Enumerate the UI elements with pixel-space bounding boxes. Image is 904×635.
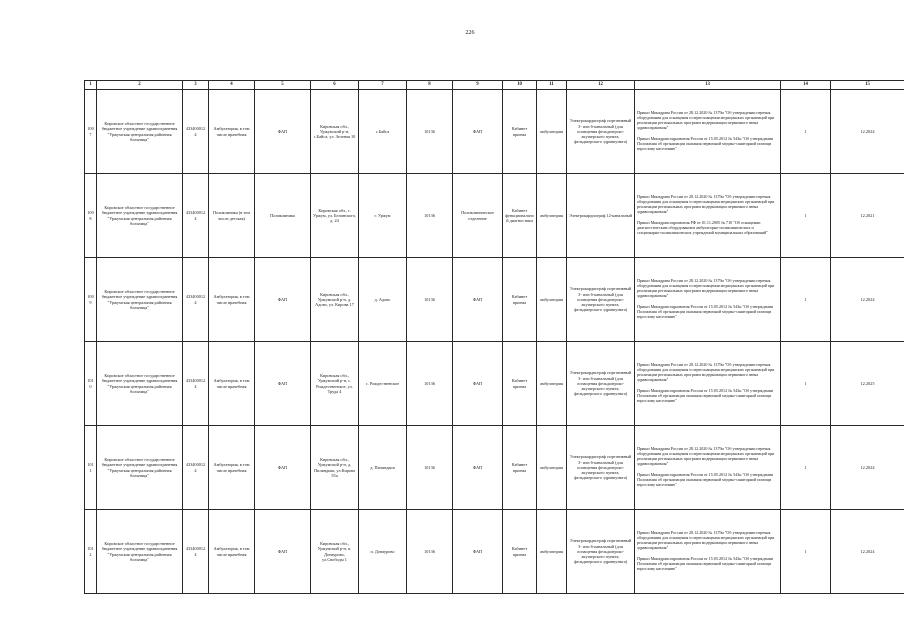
legal-basis-text: Приказ Минздравсоцразвития России от 15.05.2012 № 543н "Об утверждении Положения об организации оказания первичной медико-санитарной помощи взрослому населению"	[637, 135, 774, 151]
quantity-cell: 1	[781, 258, 831, 342]
row-number-cell: 1009	[85, 258, 97, 342]
header-cell: 11	[537, 81, 567, 90]
inn-cell: 4334000124	[183, 342, 209, 426]
facility-type-cell: Поликлиника (в том числе детская)	[209, 174, 255, 258]
inn-cell: 4334000124	[183, 174, 209, 258]
quantity-cell: 1	[781, 90, 831, 174]
settlement-cell: д. Адово	[359, 258, 407, 342]
equipment-cell: Электрокардиограф портативный 3- или 6-канальный (для оснащения фельдшерско-акушерского пункта, фельдшерского здравпункта)	[567, 258, 635, 342]
department-cell: ФАП	[453, 510, 503, 594]
row-number-cell: 1010	[85, 342, 97, 426]
care-type-cell: амбулатория	[537, 90, 567, 174]
page-number: 226	[465, 30, 475, 36]
settlement-cell: п. Донаурово	[359, 510, 407, 594]
header-cell: 12	[567, 81, 635, 90]
legal-basis-text: Приказ Минздравсоцразвития России от 15.05.2012 № 543н "Об утверждении Положения об организации оказания первичной медико-санитарной помощи взрослому населению"	[637, 387, 774, 403]
date-cell: 12.2024	[831, 90, 904, 174]
room-cell: Кабинет приема	[503, 90, 537, 174]
room-cell: Кабинет приема	[503, 510, 537, 594]
table-row	[85, 342, 904, 426]
address-cell: Кировская обл., Уржумский р-н, д. Адово, ул. Кирова 17	[311, 258, 359, 342]
header-cell: 8	[407, 81, 453, 90]
equipment-cell: Электрокардиограф портативный 3- или 6-канальный (для оснащения фельдшерско-акушерского пункта, фельдшерского здравпункта)	[567, 426, 635, 510]
legal-basis-cell	[635, 510, 781, 594]
header-cell: 4	[209, 81, 255, 90]
date-cell: 12.2024	[831, 258, 904, 342]
room-cell: Кабинет приема	[503, 342, 537, 426]
legal-basis-text: Приказ Минздрава России от 28.12.2020 № 1379н "Об утверждении перечня оборудования для оснащения и переоснащения медицинских организаций при реализации региональных программ модернизации первичного звена здравоохранения"	[637, 362, 775, 383]
legal-basis-text: Приказ Минздравсоцразвития России от 15.05.2012 № 543н "Об утверждении Положения об организации оказания первичной медико-санитарной помощи взрослому населению"	[637, 303, 774, 319]
care-type-cell: амбулатория	[537, 426, 567, 510]
code-cell: 10136	[407, 90, 453, 174]
inn-cell: 4334000124	[183, 90, 209, 174]
care-type-cell: амбулатория	[537, 342, 567, 426]
code-cell: 10136	[407, 174, 453, 258]
date-cell: 12.2024	[831, 426, 904, 510]
code-cell: 10136	[407, 342, 453, 426]
organization-cell: Кировское областное государственное бюджетное учреждение здравоохранения "Уржумская центральная районная больница"	[97, 174, 183, 258]
subdivision-cell: ФАП	[255, 258, 311, 342]
organization-cell: Кировское областное государственное бюджетное учреждение здравоохранения "Уржумская центральная районная больница"	[97, 258, 183, 342]
legal-basis-cell	[635, 426, 781, 510]
row-number-cell: 1008	[85, 174, 97, 258]
header-cell: 9	[453, 81, 503, 90]
header-cell: 5	[255, 81, 311, 90]
room-cell: Кабинет приема	[503, 426, 537, 510]
header-cell: 7	[359, 81, 407, 90]
settlement-cell: с. Рождественское	[359, 342, 407, 426]
room-cell: Кабинет функциональной диагностики	[503, 174, 537, 258]
organization-cell: Кировское областное государственное бюджетное учреждение здравоохранения "Уржумская центральная районная больница"	[97, 510, 183, 594]
department-cell: ФАП	[453, 342, 503, 426]
legal-basis-cell	[635, 258, 781, 342]
department-cell: ФАП	[453, 258, 503, 342]
legal-basis-cell	[635, 342, 781, 426]
organization-cell: Кировское областное государственное бюджетное учреждение здравоохранения "Уржумская центральная районная больница"	[97, 342, 183, 426]
table-row	[85, 426, 904, 510]
code-cell: 10136	[407, 258, 453, 342]
date-cell: 12.2025	[831, 342, 904, 426]
care-type-cell: амбулатория	[537, 510, 567, 594]
settlement-cell: с.Байса	[359, 90, 407, 174]
room-cell: Кабинет приема	[503, 258, 537, 342]
subdivision-cell: Поликлиника	[255, 174, 311, 258]
legal-basis-text: Приказ Минздрава России от 28.12.2020 № 1379н "Об утверждении перечня оборудования для оснащения и переоснащения медицинских организаций при реализации региональных программ модернизации первичного звена здравоохранения"	[637, 530, 775, 551]
equipment-cell: Электрокардиограф портативный 3- или 6-канальный (для оснащения фельдшерско-акушерского пункта, фельдшерского здравпункта)	[567, 342, 635, 426]
legal-basis-cell	[635, 174, 781, 258]
facility-type-cell: Амбулатория, в том числе врачебная	[209, 426, 255, 510]
subdivision-cell: ФАП	[255, 426, 311, 510]
legal-basis-text: Приказ Минздрава России от 28.12.2020 № 1379н "Об утверждении перечня оборудования для оснащения и переоснащения медицинских организаций при реализации региональных программ модернизации первичного звена здравоохранения"	[637, 446, 775, 467]
header-cell: 15	[831, 81, 904, 90]
subdivision-cell: ФАП	[255, 90, 311, 174]
header-cell: 13	[635, 81, 781, 90]
header-cell: 10	[503, 81, 537, 90]
equipment-table	[84, 80, 904, 594]
equipment-cell: Электрокардиограф портативный 3- или 6-канальный (для оснащения фельдшерско-акушерского пункта, фельдшерского здравпункта)	[567, 510, 635, 594]
facility-type-cell: Амбулатория, в том числе врачебная	[209, 258, 255, 342]
address-cell: Кировская обл., г. Уржум, ул. Белинского, д. 24	[311, 174, 359, 258]
facility-type-cell: Амбулатория, в том числе врачебная	[209, 510, 255, 594]
table-row	[85, 258, 904, 342]
header-cell: 3	[183, 81, 209, 90]
quantity-cell: 1	[781, 174, 831, 258]
department-cell: ФАП	[453, 90, 503, 174]
inn-cell: 4334000124	[183, 258, 209, 342]
subdivision-cell: ФАП	[255, 342, 311, 426]
settlement-cell: д. Пиляндыш	[359, 426, 407, 510]
quantity-cell: 1	[781, 426, 831, 510]
legal-basis-text: Приказ Минздрава России от 28.12.2020 № 1379н "Об утверждении перечня оборудования для оснащения и переоснащения медицинских организаций при реализации региональных программ модернизации первичного звена здравоохранения"	[637, 194, 775, 215]
organization-cell: Кировское областное государственное бюджетное учреждение здравоохранения "Уржумская центральная районная больница"	[97, 426, 183, 510]
address-cell: Кировская обл., Уржумский р-н, д. Пиляндыш, ул.Кирова 55а	[311, 426, 359, 510]
code-cell: 10136	[407, 510, 453, 594]
row-number-cell: 1011	[85, 426, 97, 510]
row-number-cell: 1012	[85, 510, 97, 594]
legal-basis-text: Приказ Минздрава России от 28.12.2020 № 1379н "Об утверждении перечня оборудования для оснащения и переоснащения медицинских организаций при реализации региональных программ модернизации первичного звена здравоохранения"	[637, 110, 775, 131]
header-cell: 14	[781, 81, 831, 90]
table-row	[85, 90, 904, 174]
facility-type-cell: Амбулатория, в том числе врачебная	[209, 342, 255, 426]
table-row	[85, 174, 904, 258]
address-cell: Кировская обл., Уржумский р-н, с.Байса, ул. Зеленая 10	[311, 90, 359, 174]
date-cell: 12.2021	[831, 174, 904, 258]
header-cell: 6	[311, 81, 359, 90]
inn-cell: 4334000124	[183, 426, 209, 510]
legal-basis-text: Приказ Минздравсоцразвития России от 15.05.2012 № 543н "Об утверждении Положения об организации оказания первичной медико-санитарной помощи взрослому населению"	[637, 555, 774, 571]
table-header-row	[85, 81, 904, 90]
care-type-cell: амбулатория	[537, 258, 567, 342]
legal-basis-cell	[635, 90, 781, 174]
legal-basis-text: Приказ Минздравсоцразвития РФ от 01.11.2005 № 710 "Об оснащении диагностическим оборудованием амбулаторно-поликлинических и стационарно-поликлинических учреждений муниципальных образований"	[637, 219, 768, 235]
department-cell: ФАП	[453, 426, 503, 510]
address-cell: Кировская обл., Уржумский р-н, п. Донаурово, ул.Свободы 1	[311, 510, 359, 594]
code-cell: 10136	[407, 426, 453, 510]
inn-cell: 4334000124	[183, 510, 209, 594]
care-type-cell: амбулатория	[537, 174, 567, 258]
header-cell: 2	[97, 81, 183, 90]
organization-cell: Кировское областное государственное бюджетное учреждение здравоохранения "Уржумская центральная районная больница"	[97, 90, 183, 174]
table-row	[85, 510, 904, 594]
facility-type-cell: Амбулатория, в том числе врачебная	[209, 90, 255, 174]
equipment-cell: Электрокардиограф портативный 3- или 6-канальный (для оснащения фельдшерско-акушерского пункта, фельдшерского здравпункта)	[567, 90, 635, 174]
quantity-cell: 1	[781, 510, 831, 594]
address-cell: Кировская обл., Уржумский р-н, с. Рождественское, ул. Труда 4	[311, 342, 359, 426]
subdivision-cell: ФАП	[255, 510, 311, 594]
header-cell: 1	[85, 81, 97, 90]
row-number-cell: 1007	[85, 90, 97, 174]
department-cell: Поликлиническое отделение	[453, 174, 503, 258]
legal-basis-text: Приказ Минздрава России от 28.12.2020 № 1379н "Об утверждении перечня оборудования для оснащения и переоснащения медицинских организаций при реализации региональных программ модернизации первичного звена здравоохранения"	[637, 278, 775, 299]
date-cell: 12.2024	[831, 510, 904, 594]
legal-basis-text: Приказ Минздравсоцразвития России от 15.05.2012 № 543н "Об утверждении Положения об организации оказания первичной медико-санитарной помощи взрослому населению"	[637, 471, 774, 487]
settlement-cell: г. Уржум	[359, 174, 407, 258]
equipment-cell: Электрокардиограф 12-канальный	[567, 174, 635, 258]
quantity-cell: 1	[781, 342, 831, 426]
